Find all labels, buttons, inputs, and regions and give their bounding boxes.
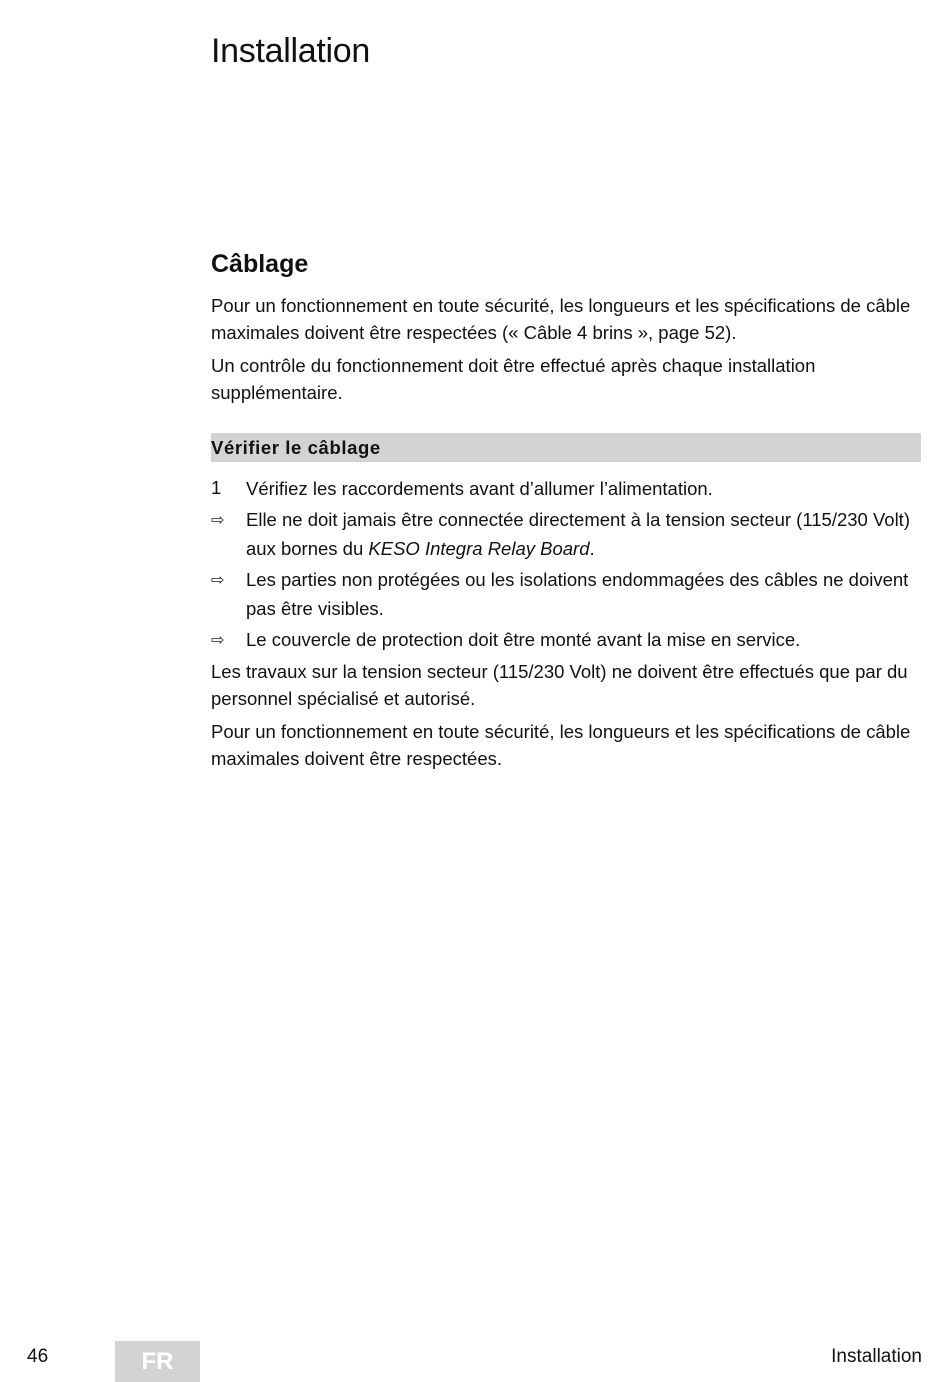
- product-name: KESO Integra Relay Board: [368, 538, 590, 559]
- intro-paragraph-2: Un contrôle du fonctionnement doit être effectué après chaque installation supplémentaire.: [211, 355, 816, 403]
- result-row: [211, 565, 921, 623]
- arrow-right-outline-icon: ⇨: [211, 630, 225, 649]
- subsection-title: Vérifier le câblage: [211, 433, 921, 462]
- instruction-list: [211, 474, 921, 654]
- result-row: [211, 505, 921, 563]
- result-text: Les parties non protégées ou les isolations endommagées des câbles ne doivent pas être visibles.: [246, 569, 909, 619]
- arrow-right-outline-icon: ⇨: [211, 510, 225, 529]
- step-row: [211, 474, 921, 503]
- step-number: 1: [211, 477, 222, 498]
- closing-paragraph-2: Pour un fonctionnement en toute sécurité, les longueurs et les spécifications de câble maximales doivent être respectées.: [211, 721, 911, 769]
- language-badge: FR: [115, 1341, 200, 1382]
- intro-paragraph-1: Pour un fonctionnement en toute sécurité, les longueurs et les spécifications de câble maximales doivent être respectées (« Câble 4 brins », page 52).: [211, 295, 911, 343]
- closing-paragraph-1: Les travaux sur la tension secteur (115/230 Volt) ne doivent être effectués que par du personnel spécialisé et autorisé.: [211, 661, 908, 709]
- result-text: Le couvercle de protection doit être monté avant la mise en service.: [246, 629, 801, 650]
- page-title: Installation: [211, 32, 370, 70]
- arrow-right-outline-icon: ⇨: [211, 570, 225, 589]
- main-content: [211, 292, 921, 778]
- footer-section-name: Installation: [831, 1346, 922, 1367]
- page-number: 46: [27, 1346, 49, 1367]
- result-text: Elle ne doit jamais être connectée directement à la tension secteur (115/230 Volt) aux bornes du KESO Integra Relay Board.: [246, 509, 910, 559]
- section-title: Câblage: [211, 250, 309, 278]
- step-text: Vérifiez les raccordements avant d’allumer l’alimentation.: [246, 478, 713, 499]
- result-row: [211, 625, 921, 654]
